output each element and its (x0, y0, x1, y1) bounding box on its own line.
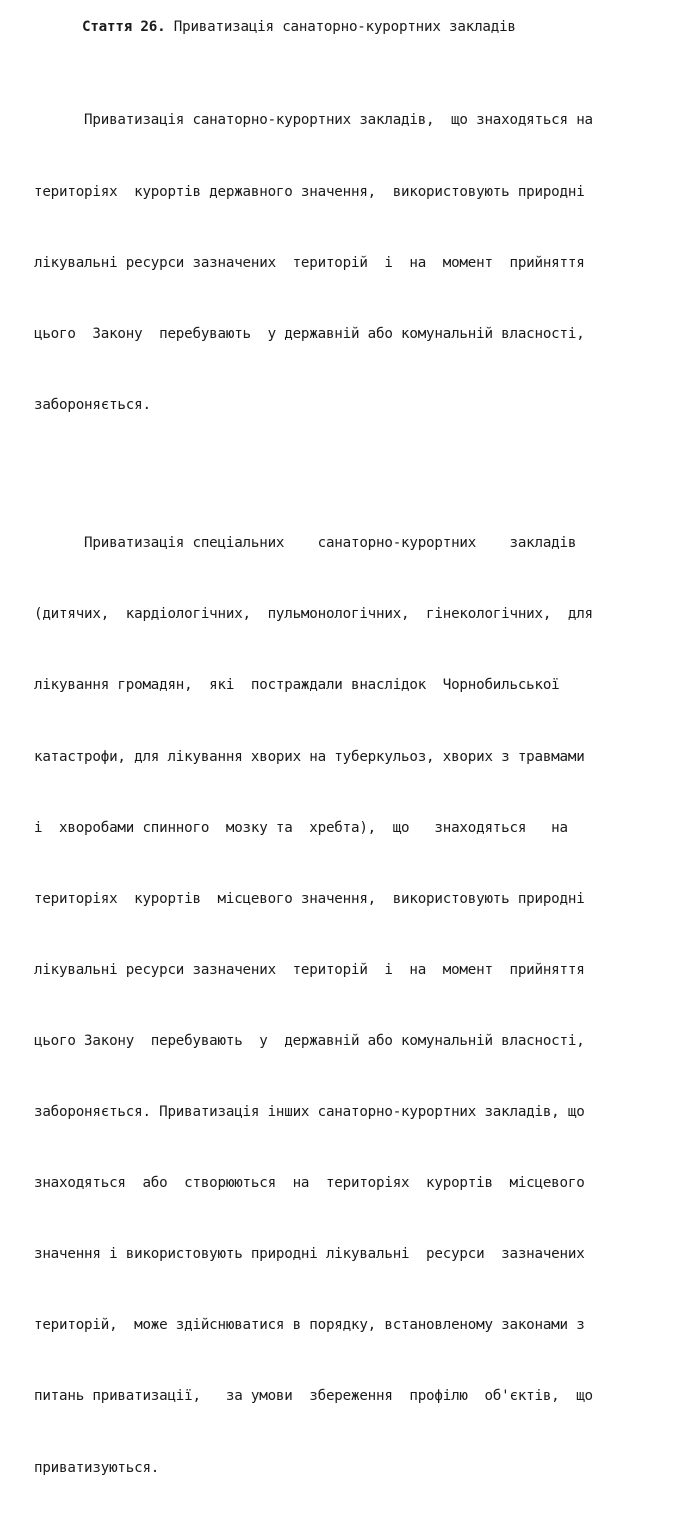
article-title: Приватизація санаторно-курортних закладів (173, 19, 516, 35)
text-line: територіях курортів місцевого значення, використовують природні (34, 890, 585, 907)
text-line: забороняється. (34, 396, 151, 413)
document-body (34, 16, 634, 1528)
text-line: катастрофи, для лікування хворих на туберкульоз, хворих з травмами (34, 748, 585, 765)
text-line: приватизуються. (34, 1459, 160, 1476)
text-line: лікування громадян, які постраждали внаслідок Чорнобильської (34, 677, 560, 694)
text-line: Приватизація спеціальних санаторно-курортних закладів (34, 535, 577, 552)
text-line: цього Закону перебувають у державній або комунальній власності, (34, 325, 585, 342)
text-line: лікувальні ресурси зазначених територій і на момент прийняття (34, 961, 585, 978)
text-line: забороняється. Приватизація інших санаторно-курортних закладів, що (34, 1104, 585, 1121)
text-line: територій, може здійснюватися в порядку, встановленому законами з (34, 1317, 585, 1334)
text-line: питань приватизації, за умови збереження профілю об'єктів, що (34, 1388, 593, 1405)
text-line: лікувальні ресурси зазначених територій і на момент прийняття (34, 254, 585, 271)
text-line: і хворобами спинного мозку та хребта), що знаходяться на (34, 819, 568, 836)
text-line: цього Закону перебувають у державній або комунальній власності, (34, 1032, 585, 1049)
text-line: знаходяться або створюються на територіях курортів місцевого (34, 1175, 585, 1192)
text-line: Приватизація санаторно-курортних закладів, що знаходяться на (34, 112, 593, 129)
text-line: значення і використовують природні лікувальні ресурси зазначених (34, 1246, 585, 1263)
article-heading (34, 16, 634, 40)
text-line: територіях курортів державного значення, використовують природні (34, 183, 585, 200)
paragraph-1 (34, 62, 634, 465)
text-line: (дитячих, кардіологічних, пульмонологічних, гінекологічних, для (34, 606, 593, 623)
paragraph-2 (34, 485, 634, 1528)
article-number: Стаття 26. (82, 19, 166, 35)
